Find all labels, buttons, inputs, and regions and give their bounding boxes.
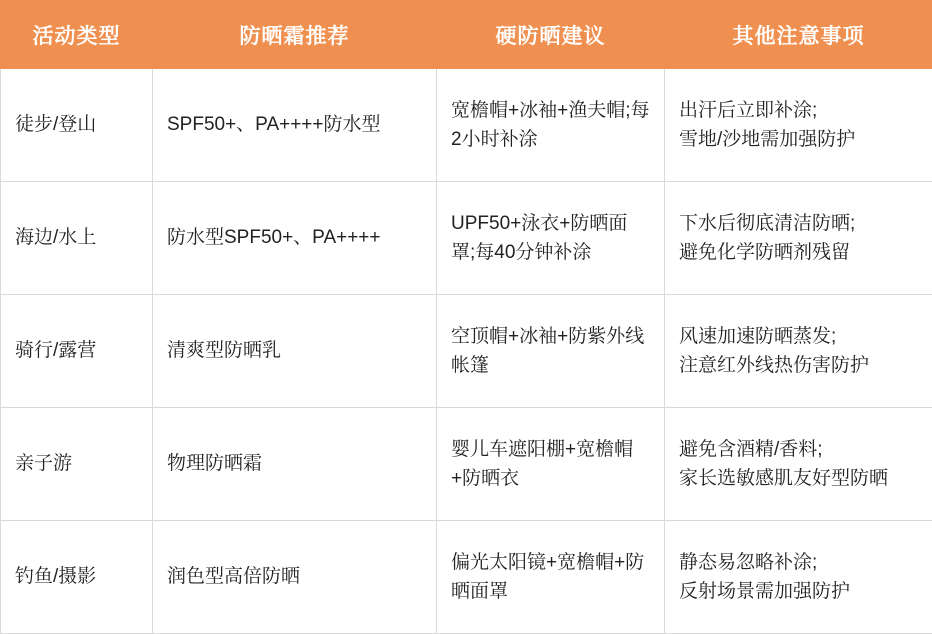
cell-note-line-2: 雪地/沙地需加强防护 [679, 125, 918, 154]
cell-sunscreen: SPF50+、PA++++防水型 [153, 69, 437, 182]
cell-note-line-1: 出汗后立即补涂; [679, 96, 918, 125]
cell-sunscreen: 物理防晒霜 [153, 408, 437, 521]
table-body [1, 69, 932, 634]
cell-physical-protection: 空顶帽+冰袖+防紫外线帐篷 [437, 295, 665, 408]
column-header-other-notes: 其他注意事项 [665, 1, 932, 69]
cell-other-notes [665, 521, 932, 634]
table-row [1, 521, 932, 634]
cell-note-line-1: 风速加速防晒蒸发; [679, 322, 918, 351]
table-row [1, 295, 932, 408]
column-header-activity-type: 活动类型 [1, 1, 153, 69]
cell-note-line-1: 静态易忽略补涂; [679, 548, 918, 577]
table-row [1, 182, 932, 295]
cell-physical-protection: UPF50+泳衣+防晒面罩;每40分钟补涂 [437, 182, 665, 295]
table-header-row [1, 1, 932, 69]
cell-note-line-2: 注意红外线热伤害防护 [679, 351, 918, 380]
cell-note-line-2: 家长选敏感肌友好型防晒 [679, 464, 918, 493]
cell-note-line-2: 反射场景需加强防护 [679, 577, 918, 606]
cell-activity-type: 亲子游 [1, 408, 153, 521]
cell-activity-type: 徒步/登山 [1, 69, 153, 182]
cell-other-notes [665, 408, 932, 521]
table-row [1, 69, 932, 182]
cell-other-notes [665, 295, 932, 408]
column-header-sunscreen-recommendation: 防晒霜推荐 [153, 1, 437, 69]
table-header [1, 1, 932, 69]
cell-other-notes [665, 182, 932, 295]
cell-activity-type: 海边/水上 [1, 182, 153, 295]
cell-activity-type: 钓鱼/摄影 [1, 521, 153, 634]
cell-activity-type: 骑行/露营 [1, 295, 153, 408]
cell-physical-protection: 偏光太阳镜+宽檐帽+防晒面罩 [437, 521, 665, 634]
cell-sunscreen: 清爽型防晒乳 [153, 295, 437, 408]
cell-physical-protection: 婴儿车遮阳棚+宽檐帽+防晒衣 [437, 408, 665, 521]
cell-sunscreen: 润色型高倍防晒 [153, 521, 437, 634]
cell-sunscreen: 防水型SPF50+、PA++++ [153, 182, 437, 295]
cell-note-line-1: 避免含酒精/香料; [679, 435, 918, 464]
column-header-physical-protection: 硬防晒建议 [437, 1, 665, 69]
table-row [1, 408, 932, 521]
cell-other-notes [665, 69, 932, 182]
cell-physical-protection: 宽檐帽+冰袖+渔夫帽;每2小时补涂 [437, 69, 665, 182]
cell-note-line-1: 下水后彻底清洁防晒; [679, 209, 918, 238]
cell-note-line-2: 避免化学防晒剂残留 [679, 238, 918, 267]
